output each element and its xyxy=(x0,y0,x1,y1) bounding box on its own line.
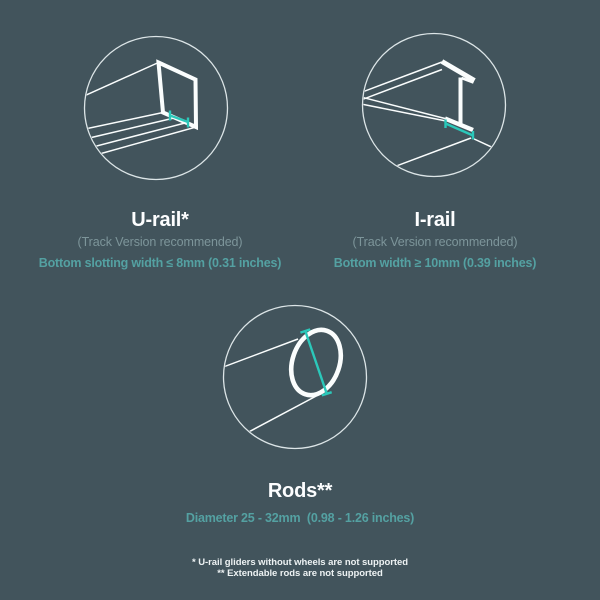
i-rail-beam-cross-section xyxy=(442,62,475,131)
i-rail-perspective-lines xyxy=(361,62,509,177)
i-rail-profile-icon xyxy=(359,30,509,180)
u-rail-title: U-rail* xyxy=(131,209,189,231)
i-rail-spec: Bottom width ≥ 10mm (0.39 inches) xyxy=(333,256,537,270)
u-rail-circle-border xyxy=(85,37,228,180)
i-rail-title: I-rail xyxy=(414,209,456,231)
u-rail-spec: Bottom slotting width ≤ 8mm (0.31 inches) xyxy=(38,256,282,270)
u-rail-subtitle: (Track Version recommended) xyxy=(77,235,243,249)
rods-spec: Diameter 25 - 32mm (0.98 - 1.26 inches) xyxy=(185,511,415,525)
u-rail-perspective-lines xyxy=(84,63,196,159)
rod-circle-border xyxy=(224,306,367,449)
footnotes xyxy=(0,557,600,580)
rod-perspective-lines xyxy=(222,339,321,435)
rod-diameter-icon xyxy=(220,302,370,452)
i-rail-circle-border xyxy=(363,34,506,177)
footnote-rods: ** Extendable rods are not supported xyxy=(217,568,383,580)
u-rail-profile-icon xyxy=(81,33,231,183)
rods-title: Rods** xyxy=(267,480,333,502)
i-rail-subtitle: (Track Version recommended) xyxy=(352,235,518,249)
footnote-u-rail: * U-rail gliders without wheels are not supported xyxy=(191,557,409,568)
